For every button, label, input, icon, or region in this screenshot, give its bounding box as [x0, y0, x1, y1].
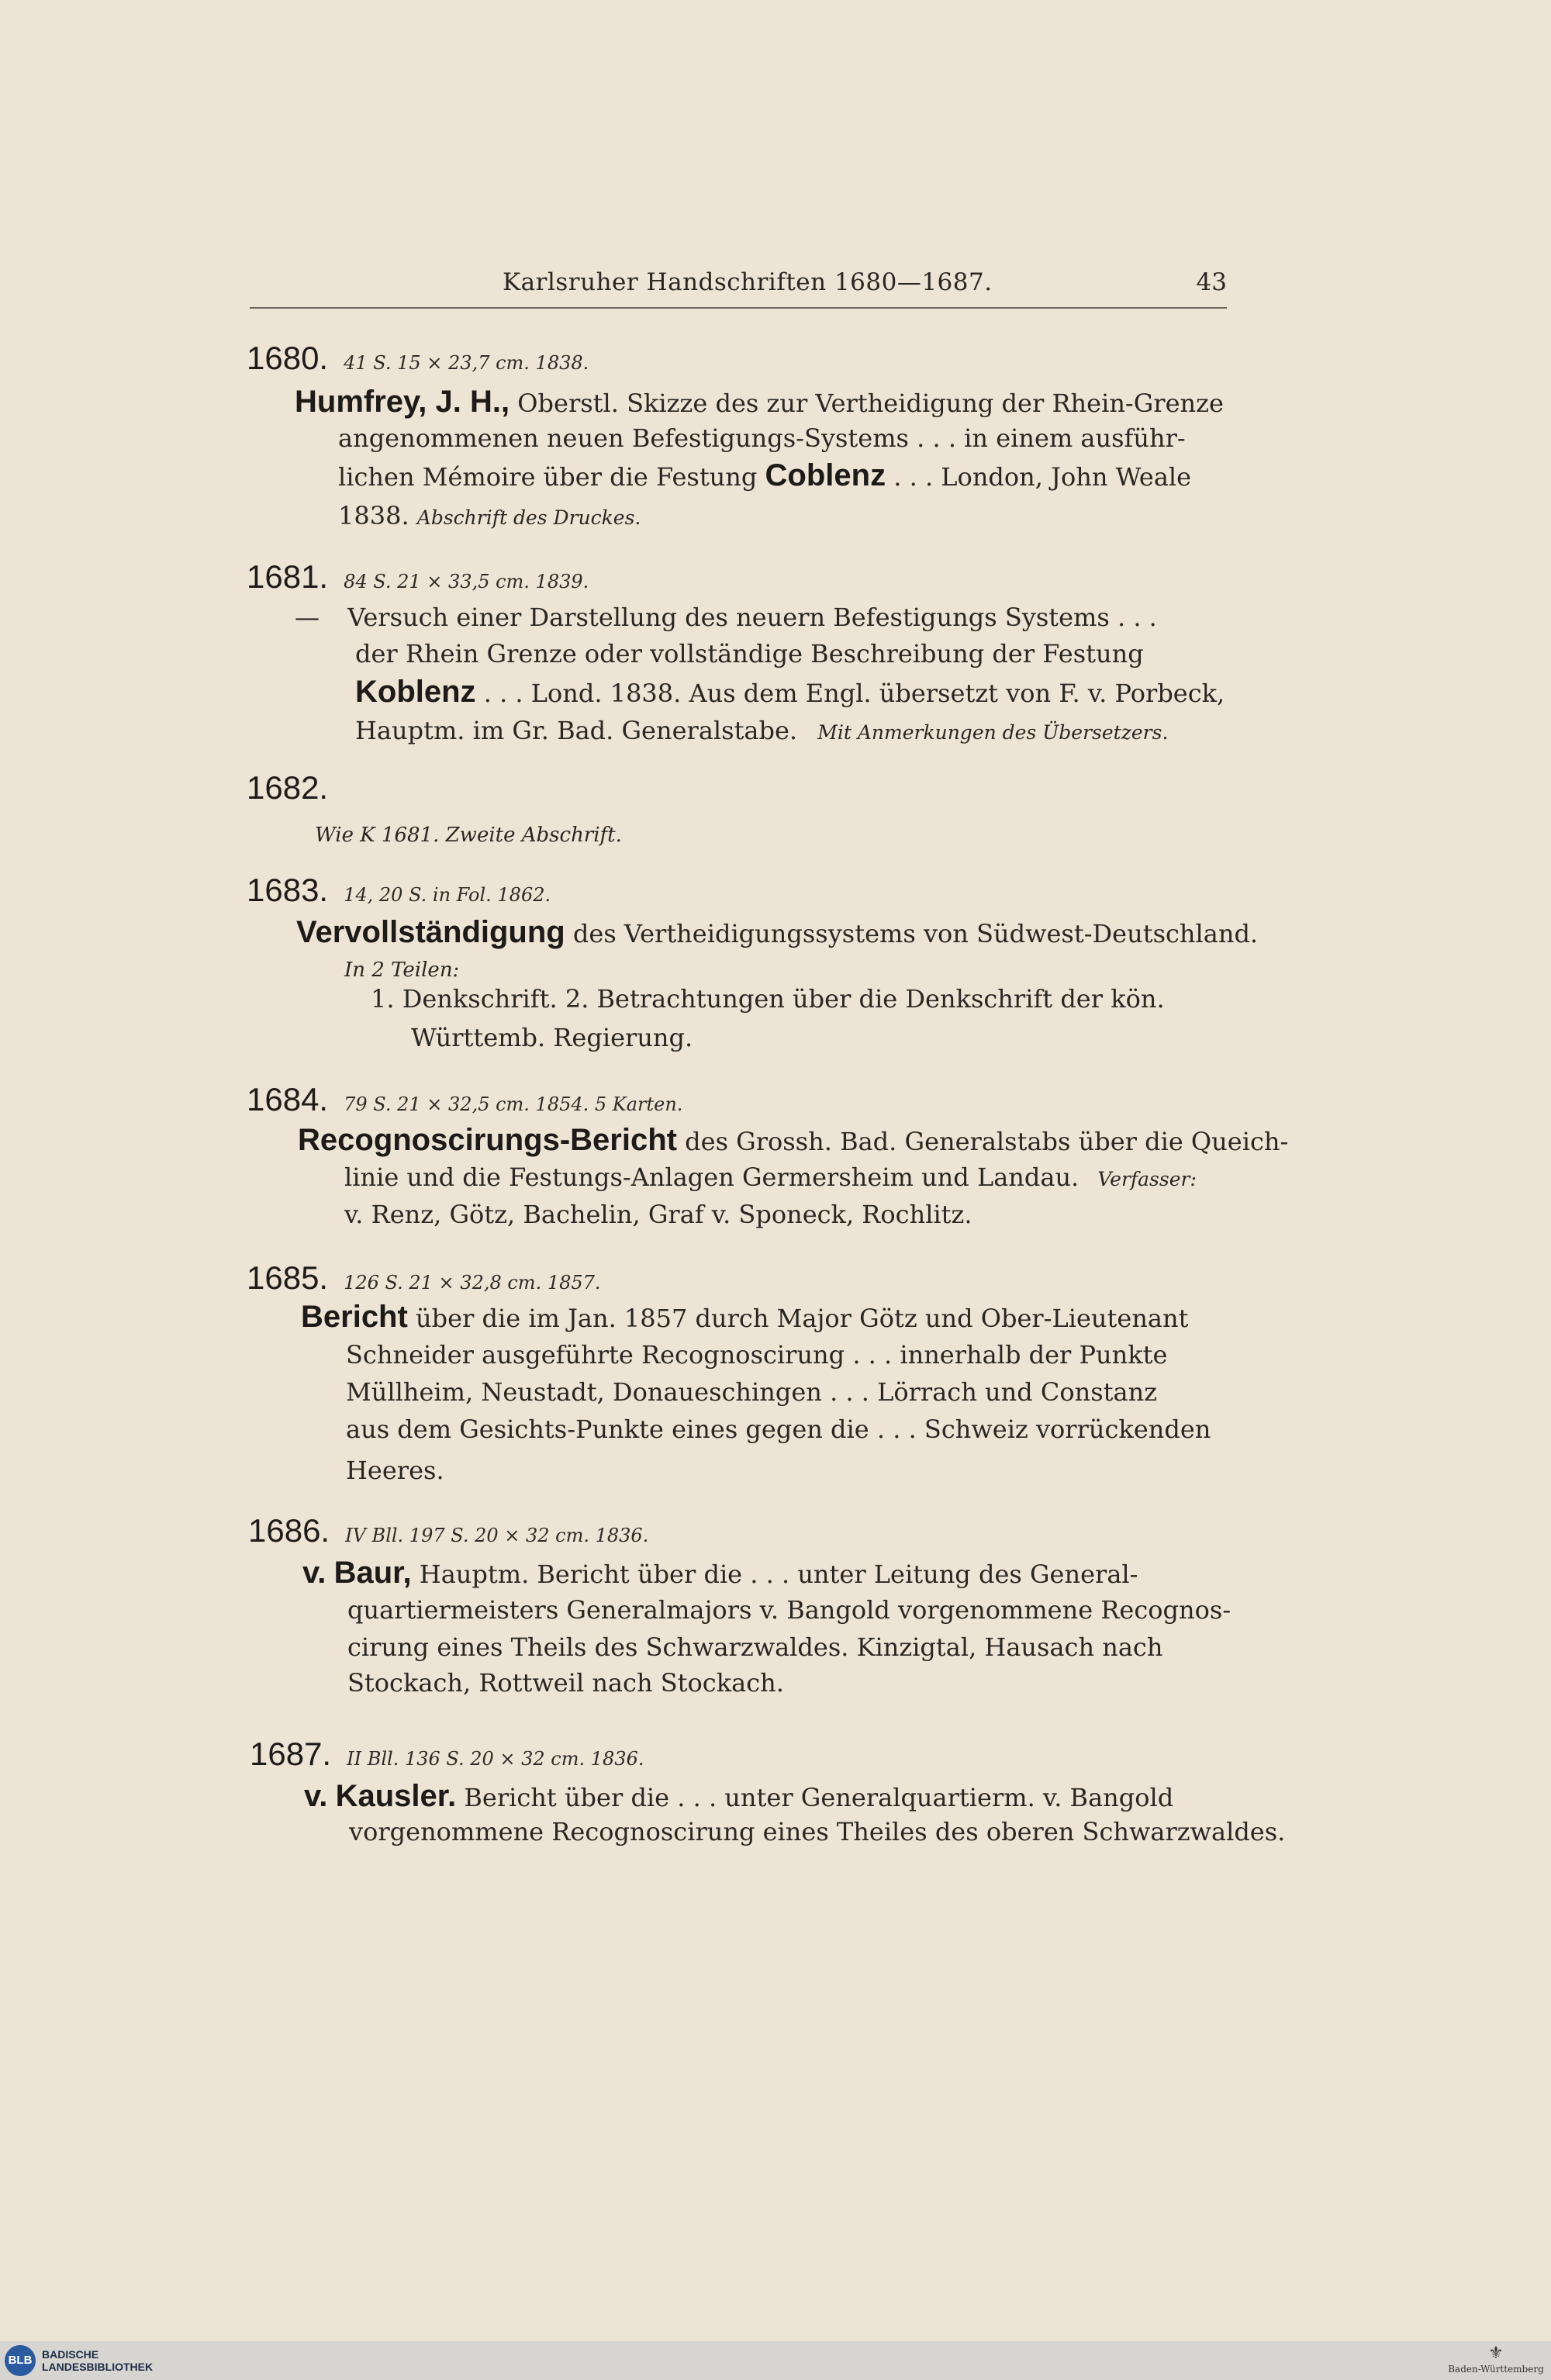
- entry-line: [315, 817, 622, 851]
- entry-title: Bericht: [301, 1300, 408, 1334]
- entry-number-line: [247, 1259, 601, 1298]
- entry-number: 1687.: [250, 1736, 332, 1772]
- entry-text: Bericht über die . . . unter Generalquartierm. v. Bangold: [464, 1783, 1174, 1812]
- entry-author-prefix: v.: [304, 1779, 328, 1813]
- entry-number-line: [247, 1081, 683, 1120]
- entry-note: Wie K 1681. Zweite Abschrift.: [315, 824, 622, 847]
- entry-text: lichen Mémoire über die Festung: [338, 462, 758, 492]
- entry-text: der Rhein Grenze oder vollständige Beschreibung der Festung: [355, 639, 1144, 668]
- entry-note: Mit Anmerkungen des Übersetzers.: [817, 721, 1169, 744]
- entry-meta: 79 S. 21 × 32,5 cm. 1854. 5 Karten.: [344, 1093, 683, 1115]
- entry-text: Heeres.: [346, 1456, 444, 1485]
- state-mark-label: Baden-Württemberg: [1448, 2364, 1544, 2375]
- entry-text: aus dem Gesichts-Punkte eines gegen die . . . Schweiz vorrückenden: [346, 1415, 1211, 1444]
- entry-line: [344, 1162, 1197, 1195]
- entry-text: . . . Lond. 1838. Aus dem Engl. übersetzt von F. v. Porbeck,: [483, 679, 1225, 708]
- entry-keyword: Coblenz: [765, 458, 886, 492]
- entry-author-prefix: v.: [302, 1556, 326, 1590]
- library-name-line1: BADISCHE: [42, 2348, 99, 2361]
- entry-text: angenommenen neuen Befestigungs-Systems . . . in einem ausführ-: [338, 423, 1186, 453]
- entry-text: cirung eines Theils des Schwarzwaldes. Kinzigtal, Hausach nach: [347, 1632, 1163, 1662]
- entry-line: [296, 917, 1258, 949]
- entry-number: 1683.: [247, 872, 329, 908]
- entry-meta: 84 S. 21 × 33,5 cm. 1839.: [344, 571, 589, 592]
- entry-line: [355, 715, 1168, 748]
- entry-text: Schneider ausgeführte Recognoscirung . . . innerhalb der Punkte: [346, 1340, 1168, 1370]
- entry-author: Baur,: [333, 1556, 412, 1590]
- entry-text: Müllheim, Neustadt, Donaueschingen . . . Lörrach und Constanz: [346, 1377, 1158, 1407]
- entry-line: [304, 1781, 1173, 1813]
- entry-text: über die im Jan. 1857 durch Major Götz und Ober-Lieutenant: [415, 1304, 1189, 1333]
- entry-text: Versuch einer Darstellung des neuern Befestigungs Systems . . .: [347, 603, 1157, 632]
- entry-number-line: [250, 1736, 644, 1774]
- entry-author: Kausler.: [335, 1779, 457, 1813]
- entry-note: Abschrift des Druckes.: [416, 506, 641, 529]
- entry-number-line: [247, 872, 551, 910]
- entry-meta: 41 S. 15 × 23,7 cm. 1838.: [344, 352, 589, 374]
- entry-text: linie und die Festungs-Anlagen Germersheim und Landau.: [344, 1162, 1079, 1192]
- running-title: Karlsruher Handschriften 1680—1687.: [503, 268, 993, 296]
- entry-note: Verfasser:: [1097, 1168, 1197, 1190]
- entry-number-line: [247, 340, 589, 378]
- entry-line: [344, 952, 459, 986]
- entry-text: vorgenommene Recognoscirung eines Theiles des oberen Schwarzwaldes.: [349, 1817, 1286, 1846]
- state-mark: [1446, 2344, 1546, 2375]
- entry-title: Recognoscirungs-Bericht: [298, 1123, 677, 1157]
- entry-number: 1685.: [247, 1259, 329, 1296]
- library-name: [42, 2348, 153, 2373]
- entry-line: [302, 1557, 1138, 1590]
- entry-text: quartiermeisters Generalmajors v. Bangold vorgenommene Recognos-: [347, 1595, 1231, 1625]
- entry-text: v. Renz, Götz, Bachelin, Graf v. Sponeck, Rochlitz.: [344, 1200, 972, 1229]
- entry-line: [338, 460, 1191, 492]
- entry-keyword: Koblenz: [355, 675, 476, 709]
- coat-of-arms-icon: ⚜: [1488, 2344, 1504, 2363]
- entry-line: [295, 602, 1157, 633]
- entry-text: des Vertheidigungssystems von Südwest-Deutschland.: [572, 919, 1259, 948]
- entry-title: Vervollständigung: [296, 915, 565, 949]
- entry-number-line: [248, 1512, 649, 1551]
- entry-text: Hauptm. Bericht über die . . . unter Leitung des General-: [419, 1560, 1138, 1589]
- entry-meta: 14, 20 S. in Fol. 1862.: [344, 884, 551, 906]
- entry-line: [301, 1301, 1188, 1334]
- entry-text: des Grossh. Bad. Generalstabs über die Queich-: [685, 1127, 1289, 1156]
- entry-number: 1680.: [247, 340, 329, 376]
- entry-meta: 126 S. 21 × 32,8 cm. 1857.: [344, 1272, 601, 1294]
- entry-note: In 2 Teilen:: [344, 959, 460, 982]
- entry-text: Oberstl. Skizze des zur Vertheidigung der Rhein-Grenze: [517, 389, 1224, 418]
- entry-number: 1686.: [248, 1512, 330, 1549]
- entry-text: Stockach, Rottweil nach Stockach.: [347, 1668, 784, 1698]
- entry-author: Humfrey, J. H.,: [295, 385, 510, 419]
- entry-line: [298, 1124, 1288, 1157]
- entry-number: 1682.: [247, 769, 329, 806]
- library-name-line2: LANDESBIBLIOTHEK: [42, 2361, 154, 2373]
- entry-text: Württemb. Regierung.: [411, 1023, 693, 1052]
- entry-line: [295, 386, 1224, 419]
- entry-number: 1681.: [247, 558, 329, 595]
- entry-text: Hauptm. im Gr. Bad. Generalstabe.: [355, 716, 798, 745]
- library-logo[interactable]: BLB: [5, 2345, 36, 2376]
- entry-text: . . . London, John Weale: [893, 462, 1192, 492]
- footer-bar: [0, 2341, 1551, 2380]
- entry-meta: IV Bll. 197 S. 20 × 32 cm. 1836.: [345, 1525, 649, 1546]
- entry-meta: II Bll. 136 S. 20 × 32 cm. 1836.: [347, 1748, 644, 1770]
- page-number: 43: [1196, 268, 1227, 296]
- entry-line: [338, 500, 641, 534]
- entry-number-line: [247, 558, 589, 597]
- entry-line: [355, 676, 1225, 709]
- entry-number-line: [247, 769, 329, 806]
- ditto-dash: —: [295, 603, 320, 632]
- entry-text: 1. Denkschrift. 2. Betrachtungen über die Denkschrift der kön.: [371, 984, 1165, 1014]
- running-header: [250, 268, 1227, 309]
- entry-text: 1838.: [338, 501, 409, 530]
- entry-number: 1684.: [247, 1081, 329, 1117]
